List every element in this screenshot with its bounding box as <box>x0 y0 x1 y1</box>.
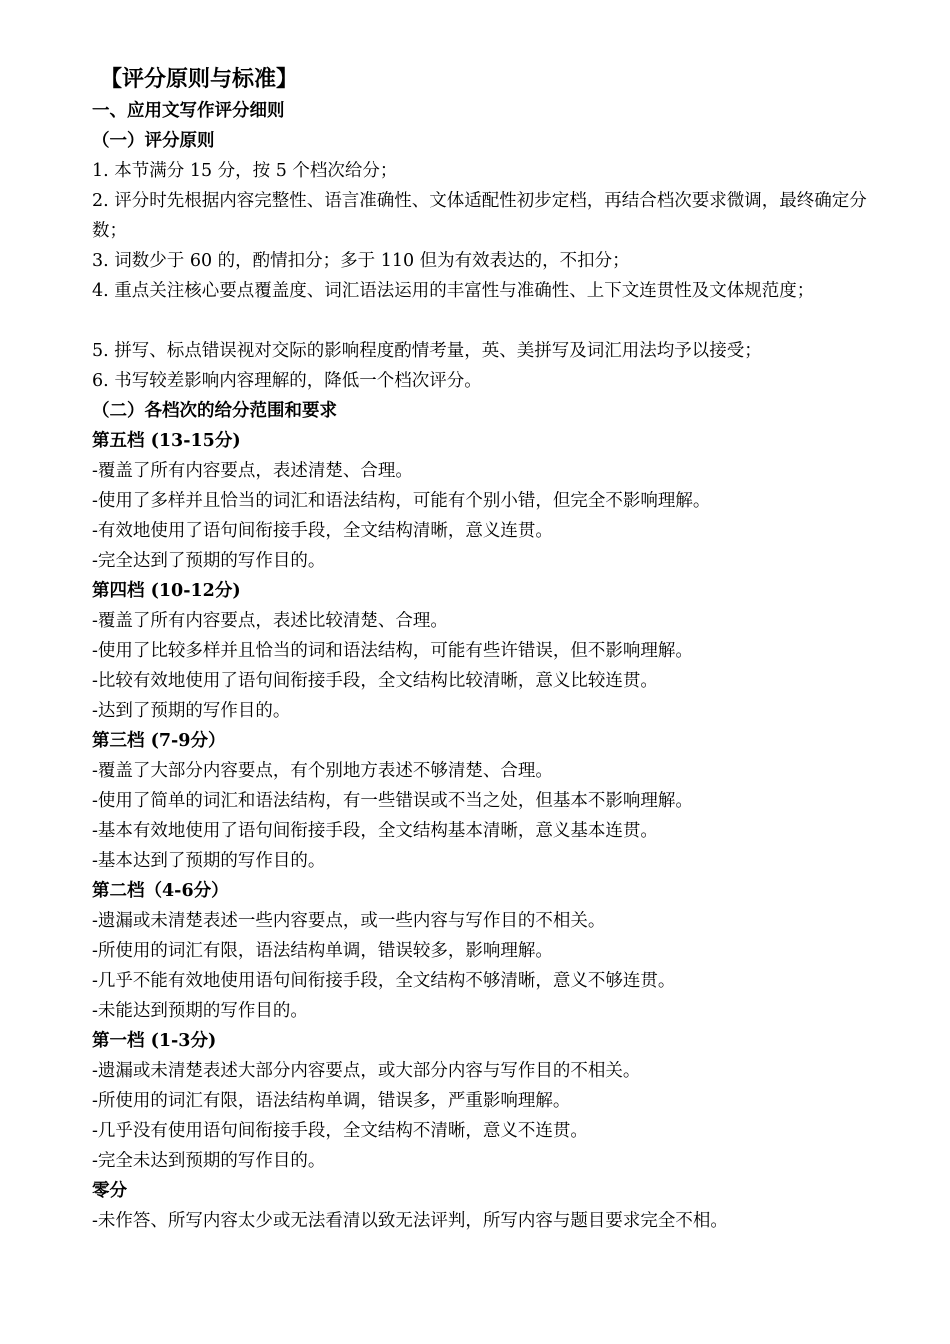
level-item: -覆盖了所有内容要点，表述比较清楚、合理。 <box>92 611 448 631</box>
level-item: -有效地使用了语句间衔接手段，全文结构清晰，意义连贯。 <box>92 521 553 541</box>
level-title: 零分 <box>92 1181 127 1201</box>
principle-item: 1. 本节满分 15 分，按 5 个档次给分； <box>92 161 398 181</box>
level-item: -未作答、所写内容太少或无法看清以致无法评判，所写内容与题目要求完全不相。 <box>92 1211 728 1231</box>
level-title: 第三档 (7-9分） <box>92 731 226 751</box>
principle-item: 6. 书写较差影响内容理解的，降低一个档次评分。 <box>92 371 482 391</box>
level-block-2 <box>92 876 882 1026</box>
level-block-5 <box>92 426 882 576</box>
level-item: -基本有效地使用了语句间衔接手段，全文结构基本清晰，意义基本连贯。 <box>92 821 658 841</box>
section-heading: 一、应用文写作评分细则 <box>92 101 285 121</box>
level-block-4 <box>92 576 882 726</box>
document-page <box>92 62 882 1236</box>
level-block-3 <box>92 726 882 876</box>
level-item: -遗漏或未清楚表述一些内容要点，或一些内容与写作目的不相关。 <box>92 911 606 931</box>
document-title: 【评分原则与标准】 <box>100 66 299 92</box>
level-item: -几乎没有使用语句间衔接手段，全文结构不清晰，意义不连贯。 <box>92 1121 588 1141</box>
subsection-heading-levels: （二）各档次的给分范围和要求 <box>92 401 337 421</box>
level-item: -遗漏或未清楚表述大部分内容要点，或大部分内容与写作目的不相关。 <box>92 1061 641 1081</box>
level-item: -使用了多样并且恰当的词汇和语法结构，可能有个别小错，但完全不影响理解。 <box>92 491 711 511</box>
level-item: -几乎不能有效地使用语句间衔接手段，全文结构不够清晰，意义不够连贯。 <box>92 971 676 991</box>
level-item: -使用了比较多样并且恰当的词和语法结构，可能有些许错误，但不影响理解。 <box>92 641 693 661</box>
level-title: 第一档 (1-3分) <box>92 1031 217 1051</box>
level-item: -完全未达到预期的写作目的。 <box>92 1151 326 1171</box>
level-block-1 <box>92 1026 882 1176</box>
principle-item: 3. 词数少于 60 的，酌情扣分；多于 110 但为有效表达的，不扣分； <box>92 251 630 271</box>
level-title: 第二档（4-6分） <box>92 881 229 901</box>
level-item: -所使用的词汇有限，语法结构单调，错误较多，影响理解。 <box>92 941 553 961</box>
subsection-heading-principles: （一）评分原则 <box>92 131 215 151</box>
level-item: -未能达到预期的写作目的。 <box>92 1001 308 1021</box>
level-item: -基本达到了预期的写作目的。 <box>92 851 326 871</box>
principles-list <box>92 156 882 396</box>
level-item: -覆盖了大部分内容要点，有个别地方表述不够清楚、合理。 <box>92 761 553 781</box>
principle-item: 2. 评分时先根据内容完整性、语言准确性、文体适配性初步定档，再结合档次要求微调，最终确定分数； <box>92 191 867 241</box>
level-title: 第四档 (10-12分) <box>92 581 241 601</box>
level-item: -所使用的词汇有限，语法结构单调，错误多，严重影响理解。 <box>92 1091 571 1111</box>
level-item: -使用了简单的词汇和语法结构，有一些错误或不当之处，但基本不影响理解。 <box>92 791 693 811</box>
principle-item: 5. 拼写、标点错误视对交际的影响程度酌情考量，英、美拼写及词汇用法均予以接受； <box>92 341 762 361</box>
level-block-0 <box>92 1176 882 1236</box>
level-item: -达到了预期的写作目的。 <box>92 701 291 721</box>
level-item: -完全达到了预期的写作目的。 <box>92 551 326 571</box>
level-item: -覆盖了所有内容要点，表述清楚、合理。 <box>92 461 413 481</box>
level-title: 第五档 (13-15分) <box>92 431 241 451</box>
level-item: -比较有效地使用了语句间衔接手段，全文结构比较清晰，意义比较连贯。 <box>92 671 658 691</box>
principle-item: 4. 重点关注核心要点覆盖度、词汇语法运用的丰富性与准确性、上下文连贯性及文体规范度； <box>92 281 815 301</box>
